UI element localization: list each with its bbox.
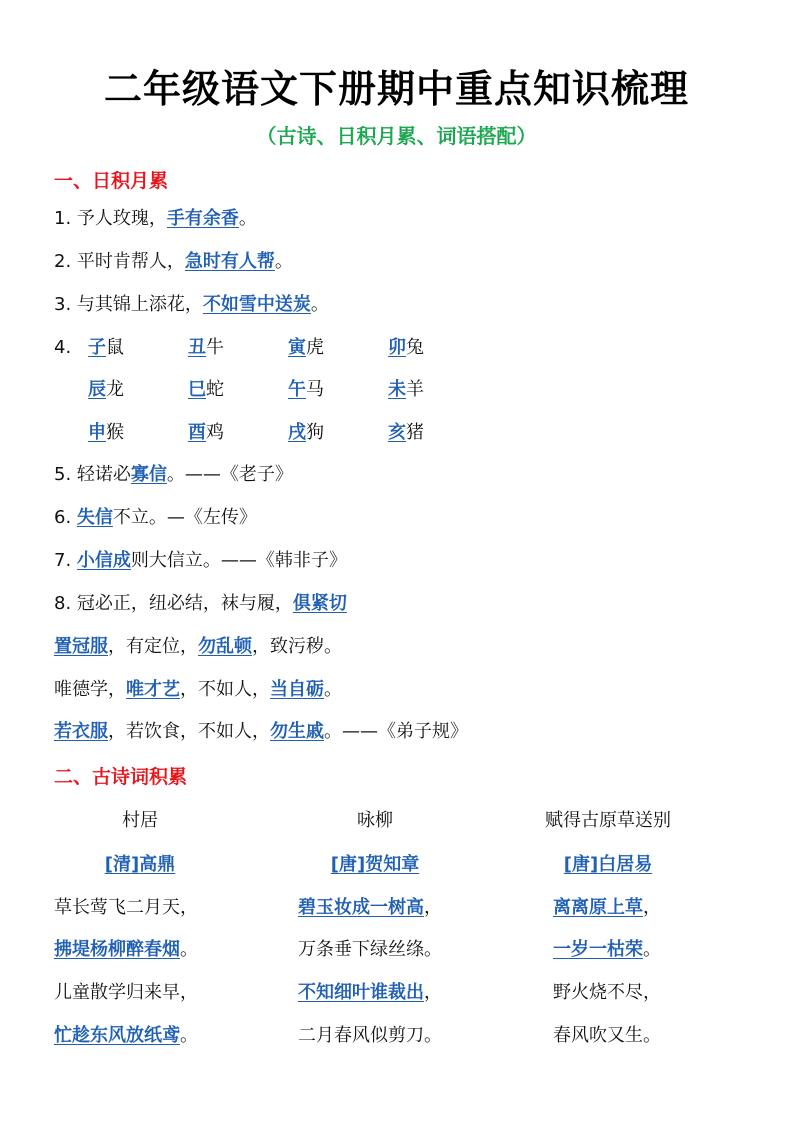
item-text: ，致污秽。	[252, 636, 342, 657]
answer-text: 巳	[188, 379, 206, 400]
item-number: 6.	[54, 507, 72, 528]
item-8-line-4	[54, 719, 468, 745]
item-8-line-2	[54, 634, 342, 660]
zodiac-cell	[288, 420, 324, 446]
item-text: 与其锦上添花，	[76, 294, 203, 315]
zodiac-cell	[188, 420, 224, 446]
answer-text: 寡信	[130, 464, 167, 485]
poem-author	[255, 850, 495, 876]
answer-text: 申	[88, 422, 106, 443]
item-number: 5.	[54, 464, 72, 485]
poem-line	[553, 978, 661, 1004]
animal-text: 牛	[206, 337, 224, 358]
item-text: ，有定位，	[108, 636, 198, 657]
item-text: 不立。—《左传》	[112, 507, 257, 528]
poem-line	[54, 893, 198, 919]
item-number: 1.	[54, 208, 72, 229]
answer-text: 午	[288, 379, 306, 400]
poem-line-text: 野火烧不尽	[553, 982, 643, 1003]
answer-text: 当自砺	[270, 679, 324, 700]
answer-text: 置冠服	[54, 636, 108, 657]
answer-text: 辰	[88, 379, 106, 400]
animal-text: 蛇	[206, 379, 224, 400]
poem-punct: 。	[180, 1025, 198, 1046]
poem-line-text: 草长莺飞二月天	[54, 897, 180, 918]
poem-title: 赋得古原草送别	[545, 810, 671, 831]
poem-author	[488, 850, 728, 876]
poem-punct: ，	[643, 897, 661, 918]
zodiac-cell	[288, 377, 324, 403]
item-3	[54, 292, 329, 318]
poem-line	[54, 935, 198, 961]
item-number: 2.	[54, 251, 72, 272]
poem-line	[54, 1021, 198, 1047]
answer-text: 手有余香	[166, 208, 239, 229]
answer-text: 勿乱顿	[198, 636, 252, 657]
poem-line	[553, 893, 661, 919]
item-number: 8.	[54, 593, 72, 614]
answer-text: 不如雪中送炭	[202, 294, 311, 315]
item-text: 。	[274, 251, 293, 272]
item-text: 平时肯帮人，	[76, 251, 185, 272]
answer-text: 勿生戚	[270, 721, 324, 742]
item-number: 3.	[54, 294, 72, 315]
item-text: 。——《老子》	[166, 464, 293, 485]
animal-text: 羊	[406, 379, 424, 400]
poem-author	[20, 850, 260, 876]
item-6	[54, 505, 257, 531]
answer-text: 小信成	[76, 550, 131, 571]
zodiac-cell	[188, 335, 224, 361]
item-text: 则大信立。——《韩非子》	[130, 550, 347, 571]
item-text: ，若饮食，不如人，	[108, 721, 270, 742]
zodiac-cell	[88, 335, 124, 361]
answer-text: [唐]贺知章	[330, 854, 420, 875]
animal-text: 鼠	[106, 337, 124, 358]
answer-text: 寅	[288, 337, 306, 358]
item-7	[54, 548, 347, 574]
poem-line	[54, 978, 198, 1004]
animal-text: 鸡	[206, 422, 224, 443]
animal-text: 猴	[106, 422, 124, 443]
answer-text: 一岁一枯荣	[553, 939, 643, 960]
zodiac-cell	[388, 377, 424, 403]
poem-line-text: 万条垂下绿丝绦	[298, 939, 424, 960]
answer-text: 忙趁东风放纸鸢	[54, 1025, 180, 1046]
answer-text: 急时有人帮	[184, 251, 275, 272]
poem-punct: ，	[643, 982, 661, 1003]
animal-text: 狗	[306, 422, 324, 443]
item-text: ，不如人，	[180, 679, 270, 700]
item-4-number: 4.	[54, 337, 72, 358]
section-heading-poems: 二、古诗词积累	[54, 766, 188, 788]
item-5	[54, 462, 293, 488]
poem-line-text: 春风吹又生	[553, 1025, 643, 1046]
item-number: 7.	[54, 550, 72, 571]
item-text: 。	[324, 679, 342, 700]
poem-punct: 。	[424, 1025, 442, 1046]
poem-line	[298, 1021, 442, 1047]
answer-text: 酉	[188, 422, 206, 443]
answer-text: 亥	[388, 422, 406, 443]
poem-punct: 。	[180, 939, 198, 960]
answer-text: 碧玉妆成一树高	[298, 897, 424, 918]
animal-text: 龙	[106, 379, 124, 400]
zodiac-cell	[388, 335, 424, 361]
poem-title: 村居	[122, 810, 158, 831]
animal-text: 猪	[406, 422, 424, 443]
answer-text: 不知细叶谁裁出	[298, 982, 424, 1003]
answer-text: [清]高鼎	[104, 854, 176, 875]
zodiac-cell	[88, 377, 124, 403]
section-heading-accumulation: 一、日积月累	[54, 170, 169, 192]
poem-punct: ，	[180, 897, 198, 918]
answer-text: 失信	[76, 507, 113, 528]
poem-punct: ，	[424, 982, 442, 1003]
answer-text: 戌	[288, 422, 306, 443]
poem-punct: 。	[643, 939, 661, 960]
poem-line	[298, 893, 442, 919]
answer-text: 卯	[388, 337, 406, 358]
answer-text: 唯才艺	[126, 679, 180, 700]
poem-line	[298, 978, 442, 1004]
poem-line-text: 二月春风似剪刀	[298, 1025, 424, 1046]
page-title: 二年级语文下册期中重点知识梳理	[103, 67, 689, 111]
poem-line-text: 儿童散学归来早	[54, 982, 180, 1003]
item-text: 冠必正，纽必结，袜与履，	[76, 593, 293, 614]
item-8-line-1	[54, 591, 347, 617]
poem-title: 咏柳	[357, 810, 393, 831]
animal-text: 马	[306, 379, 324, 400]
poem-punct: ，	[180, 982, 198, 1003]
answer-text: 若衣服	[54, 721, 108, 742]
answer-text: 拂堤杨柳醉春烟	[54, 939, 180, 960]
item-text: 。	[310, 294, 329, 315]
item-8-line-3	[54, 677, 342, 703]
zodiac-cell	[188, 377, 224, 403]
poem-line	[553, 1021, 661, 1047]
answer-text: 离离原上草	[553, 897, 643, 918]
zodiac-cell	[288, 335, 324, 361]
item-text: 唯德学，	[54, 679, 126, 700]
answer-text: 丑	[188, 337, 206, 358]
item-text: 。——《弟子规》	[324, 721, 468, 742]
item-1	[54, 206, 257, 232]
animal-text: 虎	[306, 337, 324, 358]
item-text: 。	[238, 208, 257, 229]
item-text: 予人玫瑰，	[76, 208, 167, 229]
zodiac-cell	[388, 420, 424, 446]
answer-text: 俱紧切	[292, 593, 347, 614]
page-subtitle: （古诗、日积月累、词语搭配）	[256, 124, 537, 148]
answer-text: 子	[88, 337, 106, 358]
item-2	[54, 249, 293, 275]
animal-text: 兔	[406, 337, 424, 358]
poem-punct: ，	[424, 897, 442, 918]
poem-line	[298, 935, 442, 961]
poem-line	[553, 935, 661, 961]
answer-text: [唐]白居易	[563, 854, 653, 875]
poem-punct: 。	[643, 1025, 661, 1046]
poem-punct: 。	[424, 939, 442, 960]
item-text: 轻诺必	[76, 464, 131, 485]
zodiac-cell	[88, 420, 124, 446]
answer-text: 未	[388, 379, 406, 400]
